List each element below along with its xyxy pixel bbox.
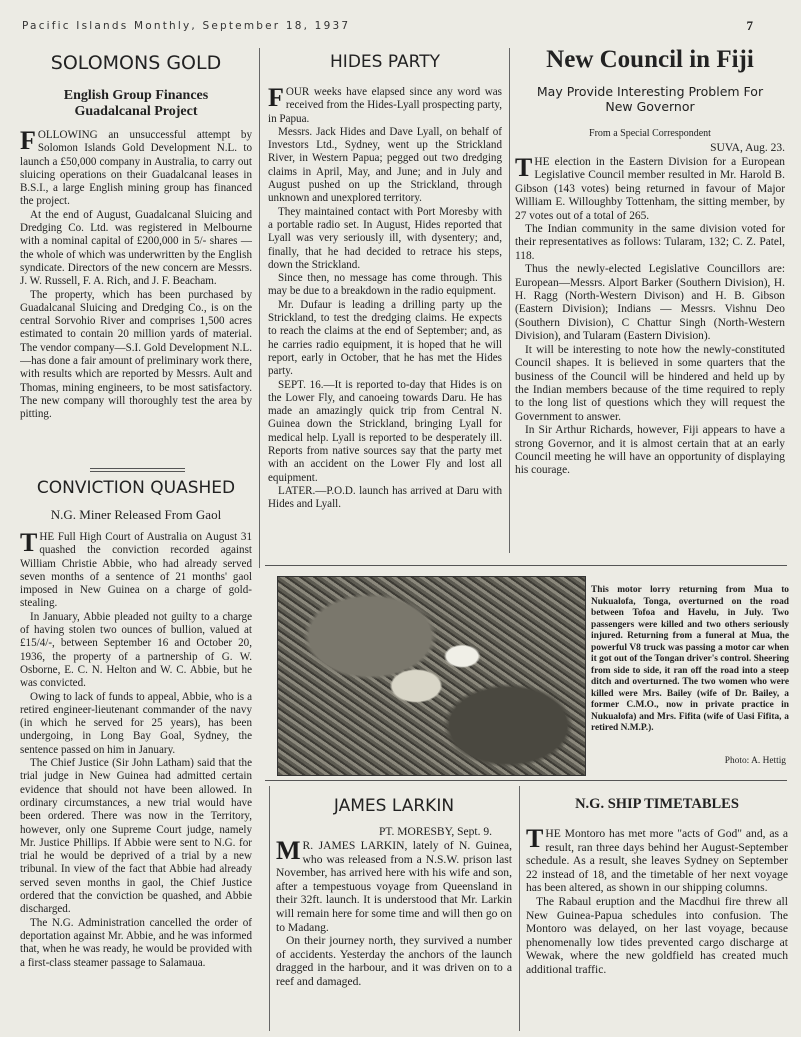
headline: New Council in Fiji bbox=[546, 46, 754, 73]
article-solomons-gold bbox=[20, 52, 252, 462]
drop-cap: M bbox=[276, 836, 301, 865]
article-new-council-fiji bbox=[515, 46, 785, 556]
paragraph: It will be interesting to note how the newly-constituted Council shapes. It is believed in some quarters that the business of the Council will be hindered and held up by the Indian members because of the time required to reply to the long list of questions which they will request the Government to answer. bbox=[515, 343, 785, 423]
article-body bbox=[20, 126, 252, 422]
paragraph: Thus the newly-elected Legislative Councillors are: European—Messrs. Alport Barker (Southern Division), H. H. Ragg (North-Western Divison) and H. B. Gibson (Eastern Division); Indians — Messrs. Vishnu Deo (Southern Division), C Chattur Singh (North-Western Division), and Tularam (Eastern Division). bbox=[515, 263, 785, 343]
article-conviction-quashed bbox=[20, 478, 252, 1034]
paragraph: Messrs. Jack Hides and Dave Lyall, on behalf of Investors Ltd., Sydney, went up the Strickland River, in Western Papua; pegged out two dredging claims in April, May, and June; and in July and August pushed on up the Strickland, through unknown and unexplored territory. bbox=[268, 125, 502, 205]
subheadline: May Provide Interesting Problem For New Governor bbox=[536, 84, 764, 114]
dateline: PT. MORESBY, Sept. 9. bbox=[378, 826, 492, 838]
article-body bbox=[526, 824, 788, 977]
paragraph: At the end of August, Guadalcanal Sluicing and Dredging Co. Ltd. was registered in Melbourne with a nominal capital of £200,000 in 5/- shares — the whole of which was underwritten by the English syndicate. Directors of the new concern are Messrs. J. W. Russell, F. A. Rich, and J. F. Beacham. bbox=[20, 208, 252, 288]
article-body bbox=[268, 83, 502, 512]
paragraph: Owing to lack of funds to appeal, Abbie, who is a retired engineer-lieutenant commander of the navy (in which he served for 25 years), has been undergoing, in Long Bay Goal, Sydney, the sentence passed on him in January. bbox=[20, 690, 252, 756]
drop-cap: T bbox=[515, 153, 533, 182]
column-rule bbox=[519, 786, 520, 1031]
article-body bbox=[515, 153, 785, 478]
paragraph: OLLOWING an unsuccessful attempt by Solomon Islands Gold Development N.L. to launch a £50,000 company in Australia, to carry out sluicing operations on their Guadalcanal leases in B.S.I., a large English mining group has financed the project. bbox=[20, 129, 252, 208]
paragraph: R. JAMES LARKIN, lately of N. Guinea, who was released from a N.S.W. prison last November, has arrived here with his wife and son, after a tempestuous voyage from Queensland in their 32ft. launch. It is understood that Mr. Larkin will remain here for some time and will then go on to Madang. bbox=[276, 839, 512, 934]
overturned-lorry-photo bbox=[277, 576, 586, 776]
paragraph: On their journey north, they survived a number of accidents. Yesterday the anchors of the launch dragged in the harbour, and it was driven on to a reef and damaged. bbox=[276, 934, 512, 988]
paragraph: HE Full High Court of Australia on August 31 quashed the conviction recorded against William Christie Abbie, who had already served seven months of a sentence of 21 months' gaol imposed in New Guinea on a charge of gold-stealing. bbox=[20, 531, 252, 610]
paragraph: They maintained contact with Port Moresby with a portable radio set. In August, Hides reported that Lyall was very seriously ill, with dysentery; and, finally, that he had decided to retrace his steps, down the Strickland. bbox=[268, 205, 502, 271]
section-heading: JAMES LARKIN bbox=[333, 796, 455, 816]
article-james-larkin bbox=[276, 796, 512, 1032]
running-head: Pacific Islands Monthly, September 18, 1937 bbox=[22, 20, 351, 32]
drop-cap: F bbox=[20, 126, 36, 155]
article-hides-party bbox=[268, 52, 502, 557]
headline: English Group Finances bbox=[63, 88, 209, 103]
dateline: SUVA, Aug. 23. bbox=[710, 142, 785, 154]
paragraph: In Sir Arthur Richards, however, Fiji appears to have a strong Governor, and it is almost certain that at an early Council meeting he will have an opportunity of displaying his courage. bbox=[515, 424, 785, 477]
paragraph: The Rabaul eruption and the Macdhui fire threw all New Guinea-Papua schedules into confusion. The Montoro was delayed, on her last voyage, because phenomenally low tides prevented cargo discharge at Wewak, where the new goldfield has created much additional traffic. bbox=[526, 894, 788, 976]
section-heading: SOLOMONS GOLD bbox=[50, 52, 222, 74]
section-heading: CONVICTION QUASHED bbox=[36, 478, 236, 498]
section-divider bbox=[265, 565, 787, 566]
paragraph: In January, Abbie pleaded not guilty to a charge of having stolen two ounces of bullion, valued at £15/4/-, between September 16 and October 20, 1936, the property of a partnership of G. W. Osborne, E. C. N. Helton and W. C. Abbie, but he was convicted. bbox=[20, 610, 252, 690]
article-ship-timetables bbox=[526, 796, 788, 1032]
article-body bbox=[20, 528, 252, 970]
paragraph: SEPT. 16.—It is reported to-day that Hides is on the Lower Fly, and canoeing towards Daru. He has made an amazingly quick trip from Central N. Guinea down the Strickland, bringing Lyall for medical help. Lyall is reported to be desperately ill. Reports from native sources say that the party met with an accident on the Lower Fly and lost all equipment. bbox=[268, 378, 502, 484]
paragraph: OUR weeks have elapsed since any word was received from the Hides-Lyall prospecting party, in Papua. bbox=[268, 86, 502, 125]
article-body bbox=[276, 836, 512, 989]
paragraph: HE election in the Eastern Division for a European Legislative Council member resulted in Mr. Harold B. Gibson (143 votes) being returned in favour of Major William E. Willoughby Tottenham, the sitting member, by 27 votes out of a total of 265. bbox=[515, 156, 785, 222]
paragraph: The N.G. Administration cancelled the order of deportation against Mr. Abbie, and he was informed that, when he was ready, he would be provided with a first-class steamer passage to Salamaua. bbox=[20, 916, 252, 969]
section-heading: N.G. SHIP TIMETABLES bbox=[575, 796, 739, 812]
section-divider bbox=[265, 780, 787, 781]
page-number: 7 bbox=[746, 18, 753, 33]
paragraph: The property, which has been purchased by Guadalcanal Sluicing and Dredging Co., is on the central Sorvohio River and comprises 1,500 acres estimated to contain 20 million yards of material. The vendor company—S.I. Gold Development N.L.—has done a fair amount of preliminary work there, with results which are reported by Messrs. Ault and Thomas, mining engineers, to be most satisfactory. The new company will thoroughly test the area by pitting. bbox=[20, 288, 252, 421]
paragraph: LATER.—P.O.D. launch has arrived at Daru with Hides and Lyall. bbox=[268, 484, 502, 511]
column-rule bbox=[259, 48, 260, 568]
photo-credit: Photo: A. Hettig bbox=[724, 756, 786, 766]
paragraph: The Indian community in the same division voted for their representatives as follows: Tularam, 132; C. Z. Patel, 118. bbox=[515, 223, 785, 262]
paragraph: The Chief Justice (Sir John Latham) said that the trial judge in New Guinea had admitted certain evidence that should not have been allowed. In ordinary circumstances, a new trial would have been ordered. There was now in the Territory, however, only one Supreme Court judge, namely Mr. Justice Phillips. If Abbie were sent to N.G. for trial he would be deprived of a trial by a new tribunal. In view of the fact that Abbie had already served seven months in gaol, the Chief Justice ordered that the conviction be quashed, and Abbie discharged. bbox=[20, 757, 252, 916]
paragraph: HE Montoro has met more "acts of God" and, as a result, ran three days behind her August-September schedule. As a result, she leaves Sydney on September 22 instead of 18, and the timetable of her next voyage has been altered, as shown in our shipping columns. bbox=[526, 827, 788, 895]
column-rule bbox=[269, 786, 270, 1031]
headline: Guadalcanal Project bbox=[74, 104, 198, 119]
photo-caption: This motor lorry returning from Mua to Nukualofa, Tonga, overturned on the road between Tofoa and Havelu, in July. Two passengers were killed and two others seriously injured. Returning from a funeral at Mua, the powerful V8 truck was passing a motor car when it got out of the Tongan driver's control. Sheering from side to side, it ran off the road into a steep ditch and overturned. The two women who were killed were Mrs. Bailey (wife of Dr. Bailey, a former C.M.O., now in private practice in Nukualofa) and Mrs. Fifita (wife of Uasi Fifita, a retired N.M.P.). bbox=[591, 585, 789, 733]
paragraph: Mr. Dufaur is leading a drilling party up the Strickland, to test the dredging claims. He expects to reach the claims at the end of September; and, as he carries radio equipment, it is hoped that he will report, early in October, that he has met the Hides party. bbox=[268, 298, 502, 378]
section-divider bbox=[90, 468, 185, 472]
column-rule bbox=[509, 48, 510, 553]
subheadline: N.G. Miner Released From Gaol bbox=[50, 507, 222, 522]
byline: From a Special Correspondent bbox=[589, 128, 711, 139]
paragraph: Since then, no message has come through. This may be due to a breakdown in the radio equipment. bbox=[268, 272, 502, 298]
drop-cap: F bbox=[268, 83, 284, 112]
drop-cap: T bbox=[526, 824, 544, 853]
drop-cap: T bbox=[20, 528, 38, 557]
section-heading: HIDES PARTY bbox=[330, 52, 440, 72]
